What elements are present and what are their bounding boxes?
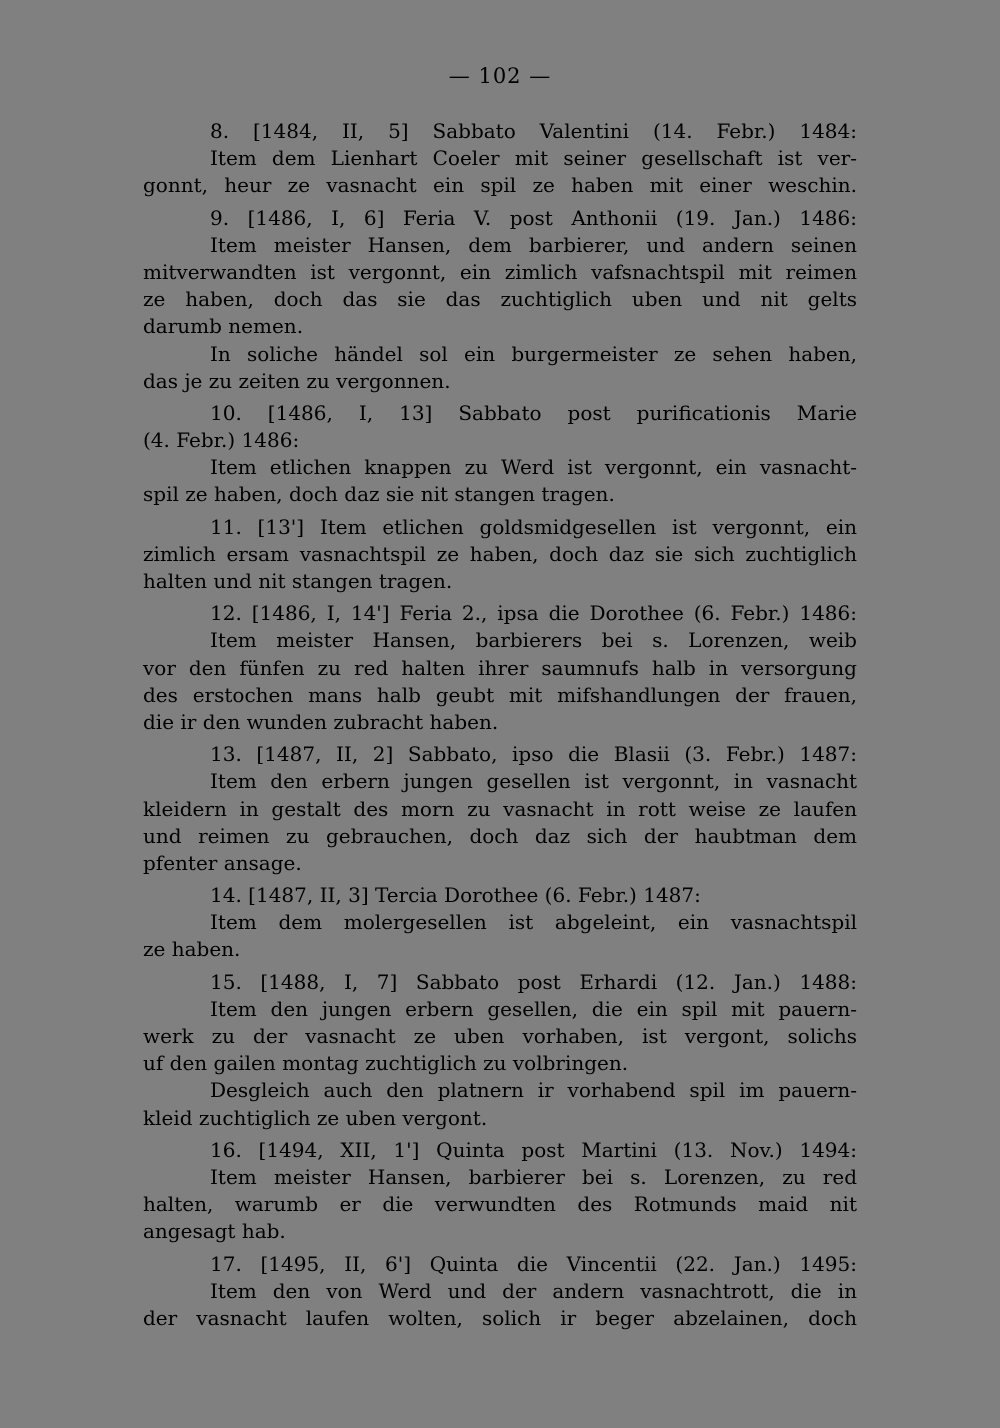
text-line: Item den von Werd und der andern vasnachtrott, die in [210, 1278, 857, 1303]
text-line: 8. [1484, II, 5] Sabbato Valentini (14. Febr.) 1484: [210, 119, 857, 143]
text-line: gonnt, heur ze vasnacht ein spil ze haben mit einer weschin. [143, 173, 857, 198]
text-line: 14. [1487, II, 3] Tercia Dorothee (6. Febr.) 1487: [210, 883, 701, 908]
text-line: das je zu zeiten zu vergonnen. [143, 368, 451, 393]
text-line: angesagt hab. [143, 1219, 286, 1244]
text-line: die ir den wunden zubracht haben. [143, 709, 499, 734]
text-line: 17. [1495, II, 6'] Quinta die Vincentii (22. Jan.) 1495: [210, 1251, 857, 1276]
text-line: vor den fünfen zu red halten ihrer saumnufs halb in versorgung [143, 655, 857, 680]
text-line: halten und nit stangen tragen. [143, 569, 453, 593]
text-line: Item dem molergesellen ist abgeleint, ein vasnachtspil [210, 910, 857, 935]
text-line: 16. [1494, XII, 1'] Quinta post Martini (13. Nov.) 1494: [210, 1137, 857, 1162]
text-line: pfenter ansage. [143, 850, 302, 875]
text-line: Item den erbern jungen gesellen ist vergonnt, in vasnacht [210, 769, 857, 794]
text-line: halten, warumb er die verwundten des Rotmunds maid nit [143, 1192, 857, 1217]
text-line: (4. Febr.) 1486: [143, 428, 300, 453]
text-line: zimlich ersam vasnachtspil ze haben, doch daz sie sich zuchtiglich [143, 541, 857, 566]
text-line: kleid zuchtiglich ze uben vergont. [143, 1105, 488, 1130]
text-line: 11. [13'] Item etlichen goldsmidgesellen ist vergonnt, ein [210, 514, 857, 539]
text-line: Item meister Hansen, dem barbierer, und andern seinen [210, 232, 857, 257]
text-line: des erstochen mans halb geubt mit mifshandlungen der frauen, [143, 682, 857, 707]
text-line: und reimen zu gebrauchen, doch daz sich der haubtman dem [143, 823, 857, 848]
text-line: darumb nemen. [143, 314, 304, 339]
text-line: werk zu der vasnacht ze uben vorhaben, ist vergont, solichs [143, 1024, 857, 1048]
text-line: Item dem Lienhart Coeler mit seiner gesellschaft ist ver- [210, 146, 857, 171]
text-line: Item etlichen knappen zu Werd ist vergonnt, ein vasnacht- [210, 455, 857, 480]
text-line: Item meister Hansen, barbierer bei s. Lorenzen, zu red [210, 1164, 857, 1189]
text-line: 13. [1487, II, 2] Sabbato, ipso die Blasii (3. Febr.) 1487: [210, 742, 857, 767]
text-line: In soliche händel sol ein burgermeister ze sehen haben, [210, 341, 857, 366]
text-line: uf den gailen montag zuchtiglich zu volbringen. [143, 1051, 629, 1076]
text-line: der vasnacht laufen wolten, solich ir beger abzelainen, doch [143, 1305, 857, 1330]
text-line: 10. [1486, I, 13] Sabbato post purificationis Marie [210, 400, 857, 425]
text-line: 12. [1486, I, 14'] Feria 2., ipsa die Dorothee (6. Febr.) 1486: [210, 601, 857, 626]
text-line: mitverwandten ist vergonnt, ein zimlich vafsnachtspil mit reimen [143, 259, 857, 284]
page-number: — 102 — [448, 64, 552, 88]
text-line: ze haben, doch das sie das zuchtiglich uben und nit gelts [143, 287, 857, 312]
text-line: Desgleich auch den platnern ir vorhabend spil im pauern- [210, 1078, 857, 1103]
text-line: kleidern in gestalt des morn zu vasnacht in rott weise ze laufen [143, 796, 857, 821]
body-text [143, 118, 857, 1332]
text-line: ze haben. [143, 937, 241, 962]
text-line: 15. [1488, I, 7] Sabbato post Erhardi (12. Jan.) 1488: [210, 969, 857, 994]
text-line: Item den jungen erbern gesellen, die ein spil mit pauern- [210, 996, 857, 1021]
text-line: Item meister Hansen, barbierers bei s. Lorenzen, weib [210, 628, 857, 653]
text-line: 9. [1486, I, 6] Feria V. post Anthonii (19. Jan.) 1486: [210, 205, 857, 230]
text-line: spil ze haben, doch daz sie nit stangen tragen. [143, 482, 615, 507]
